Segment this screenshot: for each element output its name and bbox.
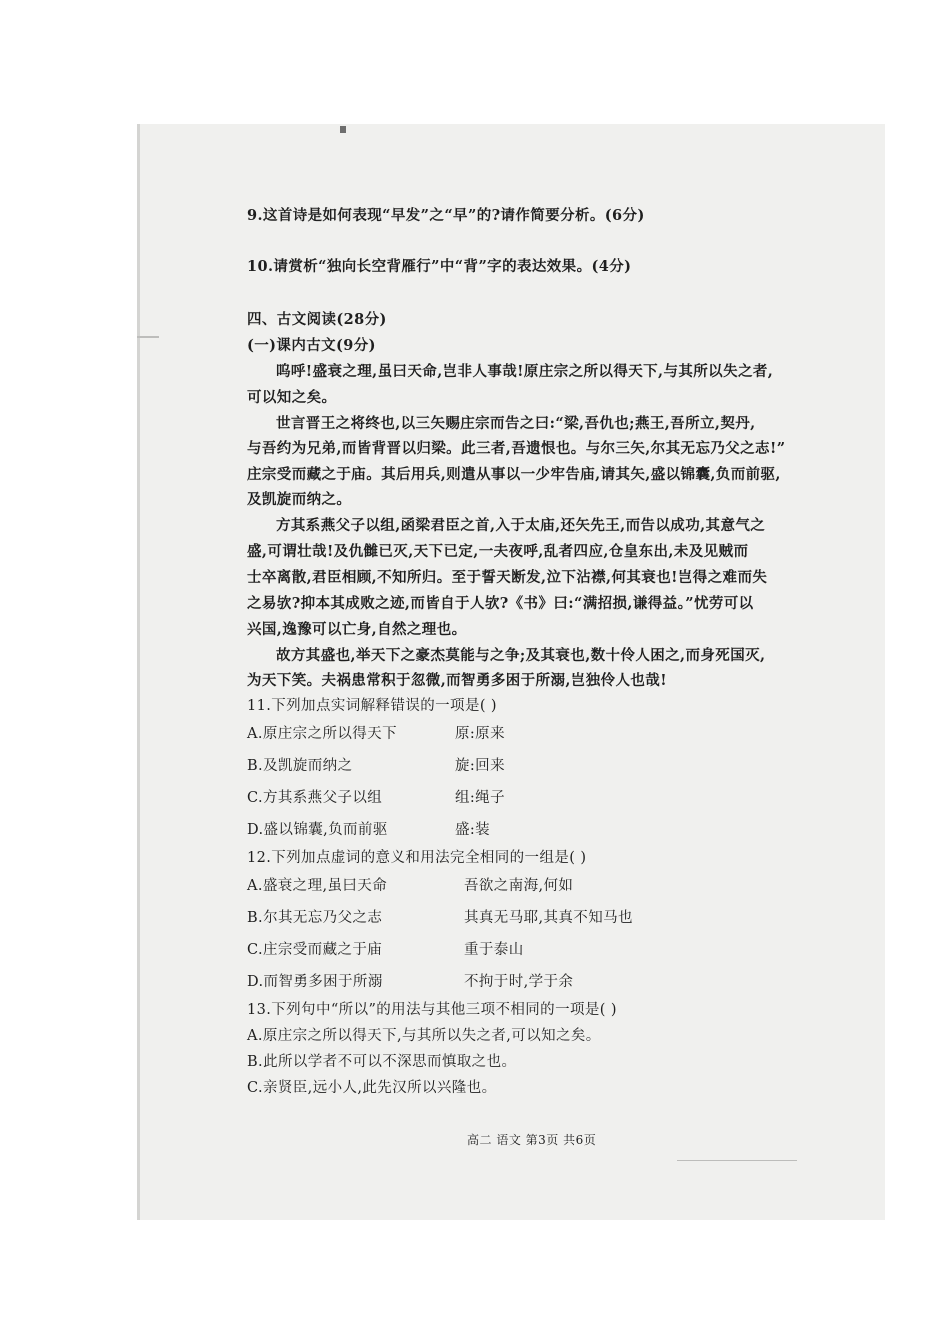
option-left: D.而智勇多困于所溺 bbox=[247, 974, 383, 990]
exam-page bbox=[137, 124, 885, 1220]
scan-speck bbox=[340, 126, 346, 133]
page-footer: 高二 语文 第3页 共6页 bbox=[467, 1133, 597, 1147]
option-right: 原:原来 bbox=[455, 726, 505, 742]
passage-line: 盛,可谓壮哉!及仇雠已灭,天下已定,一夫夜呼,乱者四应,仓皇东出,未及见贼而 bbox=[247, 543, 749, 560]
question-10: 10.请赏析“独向长空背雁行”中“背”字的表达效果。(4分) bbox=[247, 258, 632, 275]
passage-line: 为天下笑。夫祸患常积于忽微,而智勇多困于所溺,岂独伶人也哉! bbox=[247, 672, 667, 689]
option-left: A.原庄宗之所以得天下 bbox=[247, 726, 397, 742]
option-left: C.庄宗受而藏之于庙 bbox=[247, 942, 383, 958]
question-9: 9.这首诗是如何表现“早发”之“早”的?请作简要分析。(6分) bbox=[247, 207, 645, 224]
passage-line: 与吾约为兄弟,而皆背晋以归梁。此三者,吾遗恨也。与尔三矢,尔其无忘乃父之志!” bbox=[247, 440, 786, 457]
section-heading: 四、古文阅读(28分) bbox=[247, 311, 387, 328]
option-left: C.方其系燕父子以组 bbox=[247, 790, 383, 806]
passage-line: 庄宗受而藏之于庙。其后用兵,则遣从事以一少牢告庙,请其矢,盛以锦囊,负而前驱, bbox=[247, 466, 781, 483]
option-right: 重于泰山 bbox=[464, 942, 524, 958]
scan-speck bbox=[137, 336, 159, 338]
option-right: 旋:回来 bbox=[455, 758, 505, 774]
passage-line: 世言晋王之将终也,以三矢赐庄宗而告之曰:“梁,吾仇也;燕王,吾所立,契丹, bbox=[276, 415, 756, 432]
option-left: D.盛以锦囊,负而前驱 bbox=[247, 822, 388, 838]
question-stem: 12.下列加点虚词的意义和用法完全相同的一组是( ) bbox=[247, 850, 587, 866]
passage-line: 士卒离散,君臣相顾,不知所归。至于誓天断发,泣下沾襟,何其衰也!岂得之难而失 bbox=[247, 569, 768, 586]
passage-line: 及凯旋而纳之。 bbox=[247, 491, 352, 508]
option: C.亲贤臣,远小人,此先汉所以兴隆也。 bbox=[247, 1080, 497, 1096]
option-right: 盛:装 bbox=[455, 822, 491, 838]
option-left: A.盛衰之理,虽曰天命 bbox=[247, 878, 388, 894]
question-stem: 13.下列句中“所以”的用法与其他三项不相同的一项是( ) bbox=[247, 1002, 617, 1018]
passage-line: 方其系燕父子以组,函梁君臣之首,入于太庙,还矢先王,而告以成功,其意气之 bbox=[276, 517, 766, 534]
question-stem: 11.下列加点实词解释错误的一项是( ) bbox=[247, 698, 497, 714]
scan-line bbox=[677, 1160, 797, 1161]
option-left: B.及凯旋而纳之 bbox=[247, 758, 353, 774]
option-left: B.尔其无忘乃父之志 bbox=[247, 910, 383, 926]
section-subheading: (一)课内古文(9分) bbox=[247, 337, 376, 354]
option-right: 其真无马耶,其真不知马也 bbox=[464, 910, 633, 926]
passage-line: 可以知之矣。 bbox=[247, 389, 337, 406]
passage-line: 之易欤?抑本其成败之迹,而皆自于人欤?《书》曰:“满招损,谦得益。”忧劳可以 bbox=[247, 595, 754, 612]
passage-line: 呜呼!盛衰之理,虽曰天命,岂非人事哉!原庄宗之所以得天下,与其所以失之者, bbox=[276, 363, 774, 380]
passage-line: 兴国,逸豫可以亡身,自然之理也。 bbox=[247, 621, 467, 638]
option-right: 不拘于时,学于余 bbox=[464, 974, 574, 990]
option-right: 组:绳子 bbox=[455, 790, 505, 806]
option: A.原庄宗之所以得天下,与其所以失之者,可以知之矣。 bbox=[247, 1028, 601, 1044]
passage-line: 故方其盛也,举天下之豪杰莫能与之争;及其衰也,数十伶人困之,而身死国灭, bbox=[276, 647, 766, 664]
option-right: 吾欲之南海,何如 bbox=[464, 878, 574, 894]
option: B.此所以学者不可以不深思而慎取之也。 bbox=[247, 1054, 517, 1070]
